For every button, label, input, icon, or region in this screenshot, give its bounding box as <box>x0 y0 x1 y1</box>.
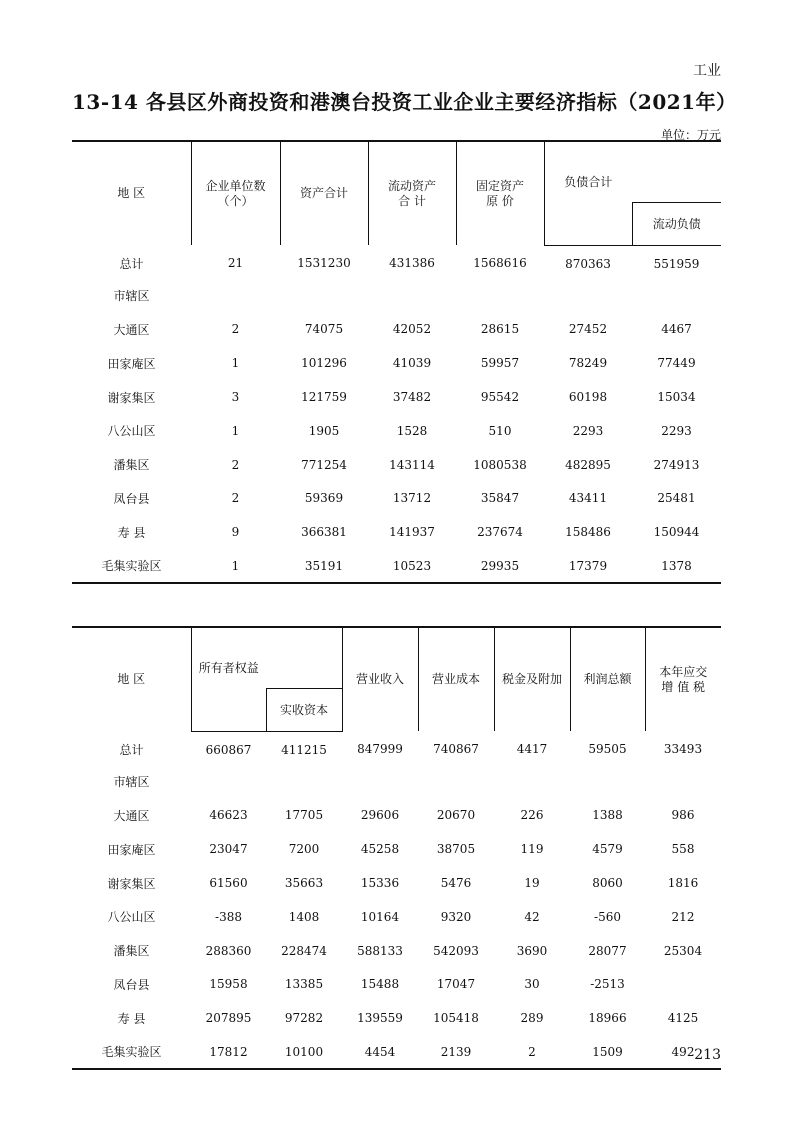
table-row <box>72 414 721 448</box>
table-cell: 2 <box>231 322 240 337</box>
table-cell <box>266 765 342 799</box>
header-vat-payable: 本年应交 增 值 税 <box>645 627 721 731</box>
table-cell: 2 <box>231 491 240 506</box>
table-cell: 17047 <box>436 977 476 992</box>
table-cell: 1905 <box>308 423 340 438</box>
table-row <box>72 515 721 549</box>
page-number: 213 <box>694 1047 721 1063</box>
table-cell: 7200 <box>288 842 320 857</box>
table-cell: 158486 <box>565 525 611 540</box>
table-cell: 33493 <box>663 742 703 757</box>
table-cell: 1568616 <box>473 256 527 271</box>
table-cell: 13712 <box>392 491 432 506</box>
table-cell: 228474 <box>281 943 327 958</box>
table-cell: 141937 <box>389 525 435 540</box>
table-cell: 1509 <box>570 1035 645 1069</box>
table-cell: 10164 <box>360 909 400 924</box>
table-cell: 1 <box>191 549 280 583</box>
row-region: 田家庵区 <box>107 356 156 371</box>
table-cell: 1816 <box>667 876 699 891</box>
table-cell: 660867 <box>205 742 252 757</box>
table-cell: 289 <box>520 1011 544 1026</box>
table-cell <box>494 765 570 799</box>
table-cell: 20670 <box>436 808 476 823</box>
table-cell: 78249 <box>568 356 608 371</box>
unit-label: 单位：万元 <box>660 128 721 142</box>
table-cell: 1 <box>231 356 240 371</box>
table-cell: 18966 <box>588 1011 627 1026</box>
table-cell: 1 <box>231 423 240 438</box>
table-cell: 29606 <box>360 808 400 823</box>
table-cell: 207895 <box>205 1011 252 1026</box>
table-cell: 431386 <box>389 256 435 271</box>
header-owners-equity: 所有者权益 <box>191 627 266 688</box>
row-region: 总计 <box>119 742 144 757</box>
table-cell <box>342 765 418 799</box>
table-row <box>72 968 721 1002</box>
table-cell: 35663 <box>284 876 324 891</box>
row-region: 大通区 <box>113 808 150 823</box>
header-current-liabilities: 流动负债 <box>632 202 721 245</box>
table-cell: 2293 <box>661 423 692 438</box>
table-cell: 212 <box>671 909 695 924</box>
table-cell: 4579 <box>592 842 623 857</box>
table-cell: -2513 <box>590 977 625 992</box>
table-row <box>72 380 721 414</box>
table-cell: 2 <box>494 1035 570 1069</box>
table-cell: 17705 <box>284 808 324 823</box>
row-region: 谢家集区 <box>107 876 156 891</box>
table-cell: 4417 <box>516 742 548 757</box>
table-cell: 30 <box>524 977 540 992</box>
table-row <box>72 1001 721 1035</box>
table-cell: 74075 <box>304 322 344 337</box>
table-cell: -388 <box>215 909 242 924</box>
table-cell: 60198 <box>568 390 608 405</box>
table-cell: 101296 <box>301 356 347 371</box>
table-cell: 588133 <box>357 943 403 958</box>
section-label: 工业 <box>693 63 721 79</box>
table-cell: 9 <box>231 525 240 540</box>
table-cell: 15034 <box>657 390 696 405</box>
table-cell: 10100 <box>266 1035 342 1069</box>
table-cell: 237674 <box>477 525 523 540</box>
table-cell <box>191 279 280 313</box>
header-spacer <box>632 141 721 202</box>
table-cell: 3690 <box>516 943 548 958</box>
table-cell: 35191 <box>280 549 368 583</box>
table-row <box>72 765 721 799</box>
table-cell: 21 <box>227 256 244 271</box>
table-cell: 740867 <box>433 742 479 757</box>
row-region: 市辖区 <box>113 289 150 304</box>
table-cell: 61560 <box>209 876 248 891</box>
table-cell: 35847 <box>480 491 520 506</box>
header-total-profit: 利润总额 <box>570 627 645 731</box>
table-cell: 59957 <box>480 356 520 371</box>
table-cell <box>456 279 544 313</box>
table-cell: 2 <box>231 457 240 472</box>
row-region: 八公山区 <box>107 910 156 925</box>
table-cell: 143114 <box>389 457 435 472</box>
table-cell: 29935 <box>456 549 544 583</box>
table-cell: 1531230 <box>297 256 351 271</box>
table-cell: 482895 <box>565 457 611 472</box>
table-cell: 27452 <box>568 322 608 337</box>
table-cell: 9320 <box>440 909 472 924</box>
row-region: 凤台县 <box>113 977 150 992</box>
table-cell: 551959 <box>653 256 700 271</box>
table-cell: 17379 <box>544 549 632 583</box>
table-cell: 4125 <box>667 1011 699 1026</box>
table-row <box>72 245 721 279</box>
table-cell: 1080538 <box>473 457 527 472</box>
table-cell <box>544 279 632 313</box>
header-current-assets: 流动资产 合 计 <box>368 141 456 245</box>
table-cell: 8060 <box>592 876 623 891</box>
table-cell: 119 <box>520 842 544 857</box>
table-cell: 38705 <box>436 842 476 857</box>
header-enterprises: 企业单位数 （个） <box>191 141 280 245</box>
table-cell: 25481 <box>657 491 696 506</box>
indicators-table-2 <box>72 626 721 1070</box>
table-row <box>72 1035 721 1069</box>
table-cell: 510 <box>488 423 512 438</box>
header-spacer <box>266 627 342 688</box>
table-row <box>72 799 721 833</box>
table-cell: 150944 <box>653 525 700 540</box>
table-cell <box>191 765 266 799</box>
row-region: 毛集实验区 <box>72 1035 191 1069</box>
table-row <box>72 448 721 482</box>
table-cell: 771254 <box>301 457 347 472</box>
table-cell: 2293 <box>572 423 604 438</box>
table-cell: 25304 <box>663 943 703 958</box>
table-cell <box>418 765 494 799</box>
row-region: 潘集区 <box>113 944 150 959</box>
table-cell <box>368 279 456 313</box>
table-cell: 15958 <box>209 977 248 992</box>
table-cell: -560 <box>594 909 621 924</box>
table-row <box>72 346 721 380</box>
header-revenue: 营业收入 <box>342 627 418 731</box>
header-tax-surcharge: 税金及附加 <box>494 627 570 731</box>
header-spacer <box>191 688 266 731</box>
table-cell: 77449 <box>657 356 696 371</box>
table-cell: 5476 <box>440 876 472 891</box>
table-row <box>72 279 721 313</box>
table-cell: 1388 <box>592 808 623 823</box>
table-cell: 847999 <box>357 742 403 757</box>
table-cell: 28615 <box>480 322 520 337</box>
table-cell: 95542 <box>480 390 520 405</box>
header-fixed-assets: 固定资产 原 价 <box>456 141 544 245</box>
row-region: 谢家集区 <box>107 390 156 405</box>
table-cell: 41039 <box>392 356 432 371</box>
table-cell: 4454 <box>342 1035 418 1069</box>
table-cell: 121759 <box>301 390 347 405</box>
row-region: 市辖区 <box>113 775 150 790</box>
table-cell: 558 <box>671 842 695 857</box>
table-cell: 43411 <box>568 491 608 506</box>
table-cell: 411215 <box>281 742 327 757</box>
row-region: 凤台县 <box>113 491 150 506</box>
table-row <box>72 731 721 765</box>
table-row <box>72 313 721 347</box>
row-region: 大通区 <box>113 322 150 337</box>
table-cell: 46623 <box>209 808 248 823</box>
table-cell: 542093 <box>433 943 479 958</box>
table-cell: 42052 <box>392 322 432 337</box>
row-region: 田家庵区 <box>107 842 156 857</box>
table-cell: 23047 <box>209 842 248 857</box>
indicators-table-1 <box>72 140 721 584</box>
table-cell: 1528 <box>396 423 428 438</box>
table-cell: 274913 <box>653 457 700 472</box>
table-row <box>72 934 721 968</box>
table-cell: 1408 <box>288 909 320 924</box>
header-total-assets: 资产合计 <box>280 141 368 245</box>
table-row <box>72 549 721 583</box>
table-cell: 492 <box>645 1035 721 1069</box>
table-cell: 15336 <box>360 876 400 891</box>
table-row <box>72 866 721 900</box>
row-region: 毛集实验区 <box>72 549 191 583</box>
table-cell: 1378 <box>632 549 721 583</box>
table-cell: 13385 <box>284 977 324 992</box>
table-cell: 37482 <box>392 390 432 405</box>
row-region: 寿 县 <box>117 1011 146 1026</box>
header-cost: 营业成本 <box>418 627 494 731</box>
page-title: 13-14 各县区外商投资和港澳台投资工业企业主要经济指标（2021年） <box>72 90 737 114</box>
table-cell: 3 <box>231 390 240 405</box>
table-row <box>72 832 721 866</box>
table-cell: 2139 <box>418 1035 494 1069</box>
table-cell <box>632 279 721 313</box>
table-cell: 870363 <box>565 256 611 271</box>
table-cell: 17812 <box>191 1035 266 1069</box>
row-region: 寿 县 <box>117 525 146 540</box>
table-cell: 986 <box>671 808 695 823</box>
table-cell: 97282 <box>284 1011 324 1026</box>
table-cell: 28077 <box>588 943 627 958</box>
table-cell: 10523 <box>368 549 456 583</box>
table-cell: 59505 <box>588 742 627 757</box>
header-region: 地 区 <box>117 672 146 686</box>
table-cell <box>645 765 721 799</box>
row-region: 总计 <box>119 256 144 271</box>
table-cell: 59369 <box>304 491 344 506</box>
table-cell: 4467 <box>661 322 692 337</box>
table-cell <box>280 279 368 313</box>
table-cell: 15488 <box>360 977 400 992</box>
row-region: 八公山区 <box>107 424 156 439</box>
row-region: 潘集区 <box>113 458 150 473</box>
table-cell <box>570 765 645 799</box>
table-cell: 105418 <box>433 1011 479 1026</box>
table-cell <box>645 968 721 1002</box>
table-row <box>72 900 721 934</box>
table-cell: 139559 <box>357 1011 403 1026</box>
table-cell: 288360 <box>205 943 252 958</box>
table-cell: 19 <box>524 876 540 891</box>
header-paid-in-capital: 实收资本 <box>266 688 342 731</box>
header-region: 地 区 <box>117 186 146 200</box>
table-cell: 366381 <box>301 525 347 540</box>
table-cell: 42 <box>524 909 540 924</box>
table-row <box>72 482 721 516</box>
header-total-liabilities: 负债合计 <box>544 141 632 202</box>
table-cell: 226 <box>520 808 544 823</box>
table-cell: 45258 <box>360 842 400 857</box>
header-spacer <box>544 202 632 245</box>
